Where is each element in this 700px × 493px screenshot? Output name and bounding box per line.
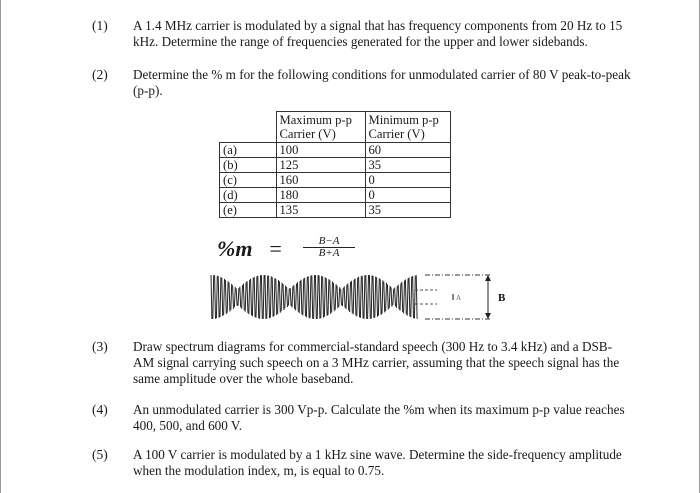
carrier-cycle — [377, 277, 378, 316]
carrier-cycle — [404, 281, 405, 314]
min-value: 35 — [365, 158, 450, 173]
table-row — [220, 143, 451, 158]
carrier-cycle — [216, 276, 217, 319]
question-4-text: An unmodulated carrier is 300 Vp-p. Calculate the %m when its maximum p-p value reaches 400, 500, and 600 V. — [133, 402, 625, 433]
carrier-cycle — [398, 285, 399, 310]
question-1-text: A 1.4 MHz carrier is modulated by a signal that has frequency components from 20 Hz to 15 kHz. Determine the range of frequencies generated for the upper and lower sidebands. — [133, 18, 623, 49]
carrier-cycle — [308, 276, 309, 318]
question-3-text: Draw spectrum diagrams for commercial-standard speech (300 Hz to 3.4 kHz) and a DSB-AM signal carrying such speech on a 3 MHz carrier, assuming that the speech signal has the same amplitude over the whole baseband. — [133, 339, 620, 386]
carrier-cycle — [400, 283, 401, 310]
carrier-cycle — [278, 280, 279, 314]
carrier-cycle — [242, 285, 243, 309]
carrier-cycle — [378, 278, 379, 316]
carrier-cycle — [231, 284, 232, 310]
carrier-cycle — [220, 277, 221, 317]
min-value: 60 — [365, 143, 450, 158]
table-row — [220, 158, 451, 173]
carrier-cycle — [321, 276, 322, 318]
carrier-cycle — [359, 277, 360, 317]
question-2-text: Determine the % m for the following conditions for unmodulated carrier of 80 V peak-to-peak (p-p). — [133, 67, 631, 98]
carrier-cycle — [337, 286, 338, 309]
table-header-max: Maximum p-p Carrier (V) — [276, 112, 365, 143]
question-3-number: (3) — [92, 339, 108, 354]
carrier-cycle — [238, 288, 239, 306]
carrier-cycle — [274, 278, 275, 316]
carrier-cycle — [330, 280, 331, 314]
carrier-cycle — [319, 275, 320, 318]
carrier-cycle — [413, 276, 414, 318]
carrier-cycle — [353, 280, 354, 315]
carrier-cycle — [348, 283, 349, 310]
carrier-cycle — [312, 275, 313, 318]
carrier-cycle — [249, 280, 250, 314]
carrier-cycle — [369, 275, 370, 319]
carrier-cycle — [263, 275, 264, 319]
carrier-cycle — [393, 289, 394, 305]
carrier-cycle — [265, 275, 266, 319]
carrier-cycle — [211, 275, 212, 319]
carrier-cycle — [269, 276, 270, 318]
carrier-cycle — [294, 285, 295, 309]
carrier-cycle — [384, 282, 385, 313]
carrier-cycle — [272, 277, 273, 317]
table-header-min: Minimum p-p Carrier (V) — [365, 112, 450, 143]
question-5-text: A 100 V carrier is modulated by a 1 kHz sine wave. Determine the side-frequency amplitude when the modulation index, m, is equal to 0.75. — [133, 447, 622, 478]
carrier-cycle — [389, 286, 390, 308]
carrier-cycle — [395, 288, 396, 307]
carrier-cycle — [342, 288, 343, 306]
table-row — [220, 173, 451, 188]
question-1-number: (1) — [92, 18, 108, 33]
carrier-cycle — [245, 282, 246, 311]
carrier-cycle — [332, 282, 333, 313]
row-label: (a) — [220, 143, 277, 158]
carrier-cycle — [267, 275, 268, 318]
carrier-cycle — [344, 286, 345, 307]
carrier-cycle — [215, 275, 216, 318]
carrier-cycle — [222, 278, 223, 316]
label-a: A — [456, 294, 462, 302]
row-label: (b) — [220, 158, 277, 173]
carrier-cycle — [364, 275, 365, 319]
carrier-cycle — [281, 283, 282, 312]
table-row — [220, 188, 451, 203]
arrow-down-icon — [485, 313, 491, 319]
carrier-cycle — [387, 284, 388, 309]
carrier-cycle — [357, 278, 358, 317]
table-header-row — [220, 112, 451, 143]
carrier-cycle — [224, 279, 225, 315]
table-row — [220, 203, 451, 218]
carrier-cycle — [305, 278, 306, 317]
formula-numerator: B−A — [303, 236, 355, 248]
carrier-cycle — [350, 282, 351, 312]
carrier-cycle — [283, 284, 284, 310]
carrier-cycle — [243, 284, 244, 311]
carrier-cycle — [251, 279, 252, 316]
carrier-cycle — [236, 288, 237, 305]
carrier-cycle — [229, 283, 230, 312]
modulation-formula — [217, 235, 340, 262]
max-value: 160 — [276, 173, 365, 188]
carrier-cycle — [261, 275, 262, 319]
carrier-cycle — [335, 284, 336, 310]
carrier-cycle — [227, 281, 228, 313]
arrow-up-icon — [485, 275, 491, 281]
max-value: 180 — [276, 188, 365, 203]
min-value: 0 — [365, 173, 450, 188]
carrier-cycle — [414, 276, 415, 319]
carrier-cycle — [328, 279, 329, 315]
carrier-cycle — [396, 286, 397, 308]
carrier-cycle — [301, 280, 302, 315]
formula-lhs: %m — [217, 236, 253, 261]
am-waveform-figure — [205, 266, 515, 328]
formula-fraction — [303, 236, 355, 259]
carrier-cycle — [240, 287, 241, 308]
carrier-cycle — [285, 286, 286, 309]
carrier-cycle — [252, 278, 253, 316]
carrier-cycle — [317, 275, 318, 319]
carrier-cycle — [355, 279, 356, 316]
carrier-cycle — [213, 275, 214, 319]
carrier-cycle — [351, 281, 352, 313]
carrier-cycle — [409, 278, 410, 317]
carrier-cycle — [380, 279, 381, 315]
carrier-cycle — [288, 289, 289, 306]
carrier-cycle — [341, 289, 342, 306]
carrier-cycle — [391, 287, 392, 306]
max-value: 135 — [276, 203, 365, 218]
carrier-cycle — [346, 285, 347, 309]
question-2-number: (2) — [92, 67, 108, 82]
row-label: (d) — [220, 188, 277, 203]
table-header-blank — [220, 112, 277, 143]
carrier-cycle — [292, 287, 293, 308]
min-value: 0 — [365, 188, 450, 203]
row-label: (c) — [220, 173, 277, 188]
max-value: 125 — [276, 158, 365, 173]
carrier-cycle — [323, 277, 324, 318]
carrier-cycle — [225, 280, 226, 314]
carrier-cycle — [371, 275, 372, 318]
carrier-cycle — [324, 277, 325, 317]
carrier-cycle — [258, 276, 259, 319]
carrier-cycle — [333, 283, 334, 311]
carrier-cycle — [362, 276, 363, 319]
carrier-cycle — [247, 281, 248, 313]
carrier-cycle — [303, 279, 304, 316]
label-b: B — [498, 292, 506, 304]
carrier-cycle — [339, 287, 340, 307]
carrier-cycle — [405, 280, 406, 315]
carrier-cycle — [314, 275, 315, 319]
carrier-cycle — [310, 276, 311, 319]
carrier-cycle — [287, 287, 288, 307]
carrier-cycle — [233, 285, 234, 308]
carrier-cycle — [276, 279, 277, 315]
carrier-cycle — [411, 277, 412, 318]
carrier-cycle — [360, 276, 361, 318]
am-waveform — [211, 275, 417, 319]
carrier-cycle — [315, 275, 316, 319]
carrier-cycle — [270, 276, 271, 317]
carrier-cycle — [299, 281, 300, 313]
carrier-cycle — [326, 278, 327, 316]
carrier-cycle — [386, 283, 387, 311]
carrier-cycle — [366, 275, 367, 319]
carrier-cycle — [373, 276, 374, 318]
question-5-number: (5) — [92, 447, 108, 462]
page-border-left — [0, 0, 1, 493]
question-4-number: (4) — [92, 402, 108, 417]
min-value: 35 — [365, 203, 450, 218]
carrier-cycle — [218, 276, 219, 317]
carrier-cycle — [234, 287, 235, 307]
carrier-cycle — [407, 278, 408, 315]
max-value: 100 — [276, 143, 365, 158]
carrier-cycle — [296, 284, 297, 311]
formula-equals: = — [267, 236, 283, 261]
carrier-cycle — [279, 281, 280, 312]
carrier-cycle — [297, 282, 298, 312]
carrier-cycle — [290, 288, 291, 306]
carrier-cycle — [375, 277, 376, 318]
carrier-cycle — [256, 276, 257, 318]
formula-denominator: B+A — [318, 247, 340, 259]
carrier-cycle — [254, 277, 255, 317]
carrier-cycle — [382, 280, 383, 313]
row-label: (e) — [220, 203, 277, 218]
carrier-cycle — [260, 275, 261, 318]
carrier-cycle — [402, 282, 403, 312]
carrier-cycle — [306, 277, 307, 317]
carrier-cycle — [368, 275, 369, 319]
carrier-cycle — [416, 275, 417, 319]
modulation-table — [219, 111, 451, 218]
